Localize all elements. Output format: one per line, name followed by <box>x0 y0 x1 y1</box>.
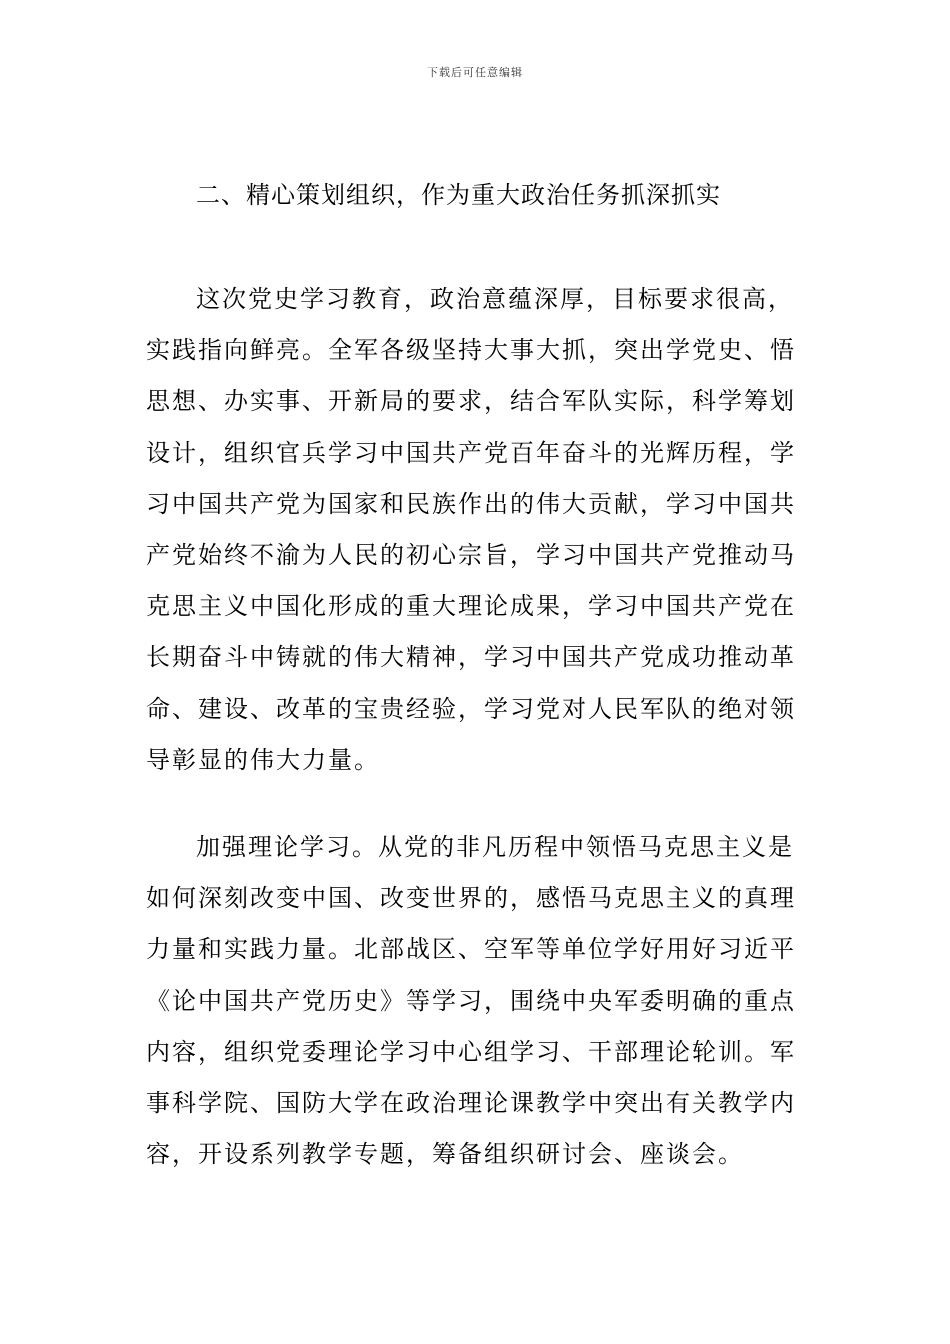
paragraph-line: 《论中国共产党历史》等学习，围绕中央军委明确的重点 <box>146 986 796 1015</box>
paragraph-line: 容，开设系列教学专题，筹备组织研讨会、座谈会。 <box>146 1140 744 1169</box>
paragraph-line: 事科学院、国防大学在政治理论课教学中突出有关教学内 <box>146 1088 796 1117</box>
paragraph-line: 命、建设、改革的宝贵经验，学习党对人民军队的绝对领 <box>146 694 796 723</box>
paragraph-line: 克思主义中国化形成的重大理论成果，学习中国共产党在 <box>146 592 796 621</box>
paragraph-line: 力量和实践力量。北部战区、空军等单位学好用好习近平 <box>146 935 796 964</box>
paragraph-line: 内容，组织党委理论学习中心组学习、干部理论轮训。军 <box>146 1037 796 1066</box>
page-header: 下载后可任意编辑 <box>427 66 523 79</box>
paragraph-line: 如何深刻改变中国、改变世界的，感悟马克思主义的真理 <box>146 884 796 913</box>
paragraph-2 <box>146 822 808 1180</box>
paragraph-line: 这次党史学习教育，政治意蕴深厚，目标要求很高， <box>196 285 794 313</box>
paragraph-line: 习中国共产党为国家和民族作出的伟大贡献，学习中国共 <box>146 489 796 518</box>
paragraph-line: 产党始终不渝为人民的初心宗旨，学习中国共产党推动马 <box>146 540 796 569</box>
paragraph-line: 长期奋斗中铸就的伟大精神，学习中国共产党成功推动革 <box>146 643 796 672</box>
paragraph-line: 导彰显的伟大力量。 <box>146 745 380 774</box>
paragraph-line: 设计，组织官兵学习中国共产党百年奋斗的光辉历程，学 <box>146 438 796 467</box>
paragraph-line: 思想、办实事、开新局的要求，结合军队实际，科学筹划 <box>146 387 796 416</box>
paragraph-line: 加强理论学习。从党的非凡历程中领悟马克思主义是 <box>196 833 794 861</box>
paragraph-line: 实践指向鲜亮。全军各级坚持大事大抓，突出学党史、悟 <box>146 336 796 365</box>
section-heading: 二、精心策划组织，作为重大政治任务抓深抓实 <box>196 181 721 209</box>
paragraph-1 <box>146 274 808 786</box>
